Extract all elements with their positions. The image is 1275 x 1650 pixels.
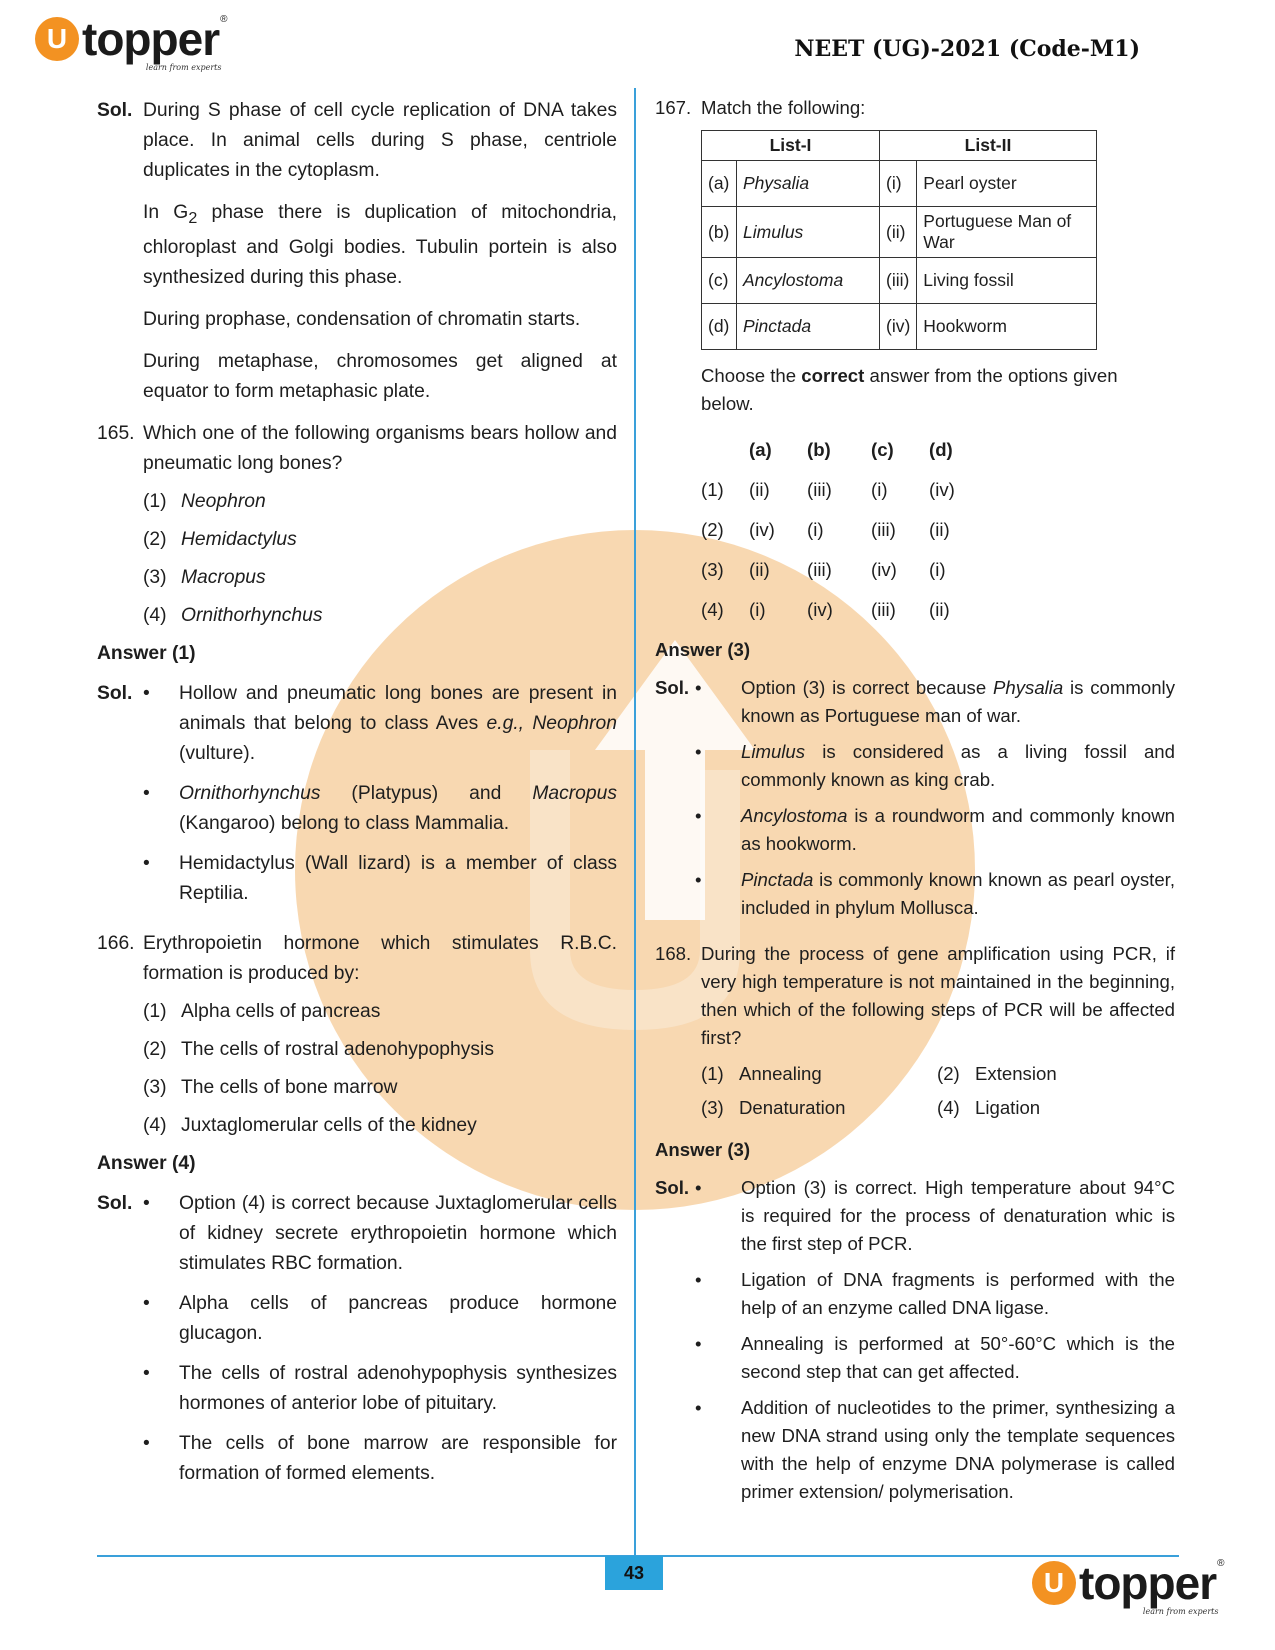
footer-logo bbox=[1032, 1557, 1225, 1616]
option: (2) Extension bbox=[937, 1063, 1057, 1084]
answer: Answer (4) bbox=[97, 1152, 196, 1174]
exam-code: NEET (UG)-2021 (Code-M1) bbox=[794, 36, 1140, 62]
table-row: (d) Pinctada (iv) Hookworm bbox=[702, 304, 1097, 350]
option: (3) Macropus bbox=[143, 566, 266, 588]
paragraph: During S phase of cell cycle replication of DNA takes place. In animal cells during S phase, centriole duplicates in the cytoplasm. bbox=[143, 100, 617, 181]
paragraph: During metaphase, chromosomes get aligned at equator to form metaphasic plate. bbox=[143, 350, 617, 402]
page-number: 43 bbox=[605, 1556, 663, 1590]
solution: Sol. • Hollow and pneumatic long bones are present in animals that belong to class Aves e.g., Neophron (vulture). • Ornithorhynchus (Platypus) and Macropus (Kangaroo) belong to class Mammalia. • Hemidactylus (Wall lizard) is a member of class Reptilia. bbox=[97, 682, 617, 904]
question-167: 167. Match the following: bbox=[655, 97, 866, 118]
table-row: (c) Ancylostoma (iii) Living fossil bbox=[702, 258, 1097, 304]
option: (2) Hemidactylus bbox=[143, 528, 297, 550]
option: (1) Annealing bbox=[701, 1063, 822, 1084]
options-grid bbox=[701, 1060, 1175, 1122]
solution: Sol. • Option (3) is correct. High temperature about 94°C is required for the process of denaturation whic is the first step of PCR. • Ligation of DNA fragments is performed with the help of an enzyme called DNA ligase. • Annealing is performed at 50°-60°C which is the second step that can get affected. • Addition of nucleotides to the primer, synthesizing a new DNA strand using only the template sequences with the help of enzyme DNA polymerase is called primer extension/ polymerisation. bbox=[655, 1177, 1175, 1502]
column-divider bbox=[634, 88, 636, 1578]
registered-mark: ® bbox=[1217, 1557, 1225, 1569]
brand-wordmark: topper bbox=[82, 13, 220, 65]
table-row: (b) Limulus (ii) Portuguese Man of War bbox=[702, 207, 1097, 258]
solution: Sol. • Option (4) is correct because Juxtaglomerular cells of kidney secrete erythropoietin hormone which stimulates RBC formation. • Alpha cells of pancreas produce hormone glucagon. • The cells of rostral adenohypophysis synthesizes hormones of anterior lobe of pituitary. • The cells of bone marrow are responsible for formation of formed elements. bbox=[97, 1192, 617, 1484]
registered-mark: ® bbox=[220, 13, 228, 25]
options-grid: (a) (b) (c) (d) (1) (ii) (iii) (i) (iv) (2) (iv) (i) (iii) (ii) (3) (ii) (iii) (iv) (i) (4) (i) (iv) (iii) (ii) bbox=[701, 439, 955, 620]
answer: Answer (3) bbox=[655, 1139, 751, 1160]
option: (3) The cells of bone marrow bbox=[143, 1076, 398, 1098]
brand-tagline: learn from experts bbox=[1142, 1607, 1219, 1616]
brand-logo bbox=[35, 13, 228, 72]
option: (4) Ornithorhynchus bbox=[143, 604, 323, 626]
brand-mark-icon: U bbox=[35, 17, 79, 61]
brand-mark-icon: U bbox=[1032, 1561, 1076, 1605]
table-row: (a) Physalia (i) Pearl oyster bbox=[702, 161, 1097, 207]
option: (1) Alpha cells of pancreas bbox=[143, 1000, 381, 1022]
answer: Answer (1) bbox=[97, 642, 196, 664]
right-column bbox=[655, 94, 1175, 1524]
paragraph: During prophase, condensation of chromatin starts. bbox=[143, 308, 581, 330]
left-column bbox=[97, 96, 617, 1509]
match-table bbox=[701, 130, 1097, 350]
table-header: List-II bbox=[880, 131, 1097, 161]
option: (4) Ligation bbox=[937, 1097, 1041, 1118]
instruction: Choose the correct answer from the options given below. bbox=[701, 365, 1118, 414]
paragraph: In $G_2$ phase there is duplication of mitochondria, chloroplast and Golgi bodies. Tubulin portein is also synthesized during this phase. bbox=[143, 202, 618, 288]
option: (3) Denaturation bbox=[701, 1097, 846, 1118]
option: (2) The cells of rostral adenohypophysis bbox=[143, 1038, 494, 1060]
solution: Sol. • Option (3) is correct because Physalia is commonly known as Portuguese man of war. • Limulus is considered as a living fossil and commonly known as king crab. • Ancylostoma is a roundworm and commonly known as hookworm. • Pinctada is commonly known known as pearl oyster, included in phylum Mollusca. bbox=[655, 677, 1175, 918]
brand-wordmark: topper bbox=[1079, 1557, 1217, 1609]
question-168: 168. During the process of gene amplification using PCR, if very high temperature is not maintained in the beginning, then which of the following steps of PCR will be affected first? bbox=[655, 943, 1175, 1048]
option: (1) Neophron bbox=[143, 490, 266, 512]
sol-label: Sol. bbox=[97, 100, 133, 121]
question-166: 166. Erythropoietin hormone which stimulates R.B.C. formation is produced by: bbox=[97, 932, 617, 984]
brand-tagline: learn from experts bbox=[145, 63, 222, 72]
question-165: 165. Which one of the following organisms bears hollow and pneumatic long bones? bbox=[97, 422, 617, 474]
option: (4) Juxtaglomerular cells of the kidney bbox=[143, 1114, 477, 1136]
answer: Answer (3) bbox=[655, 639, 751, 660]
table-header: List-I bbox=[702, 131, 880, 161]
